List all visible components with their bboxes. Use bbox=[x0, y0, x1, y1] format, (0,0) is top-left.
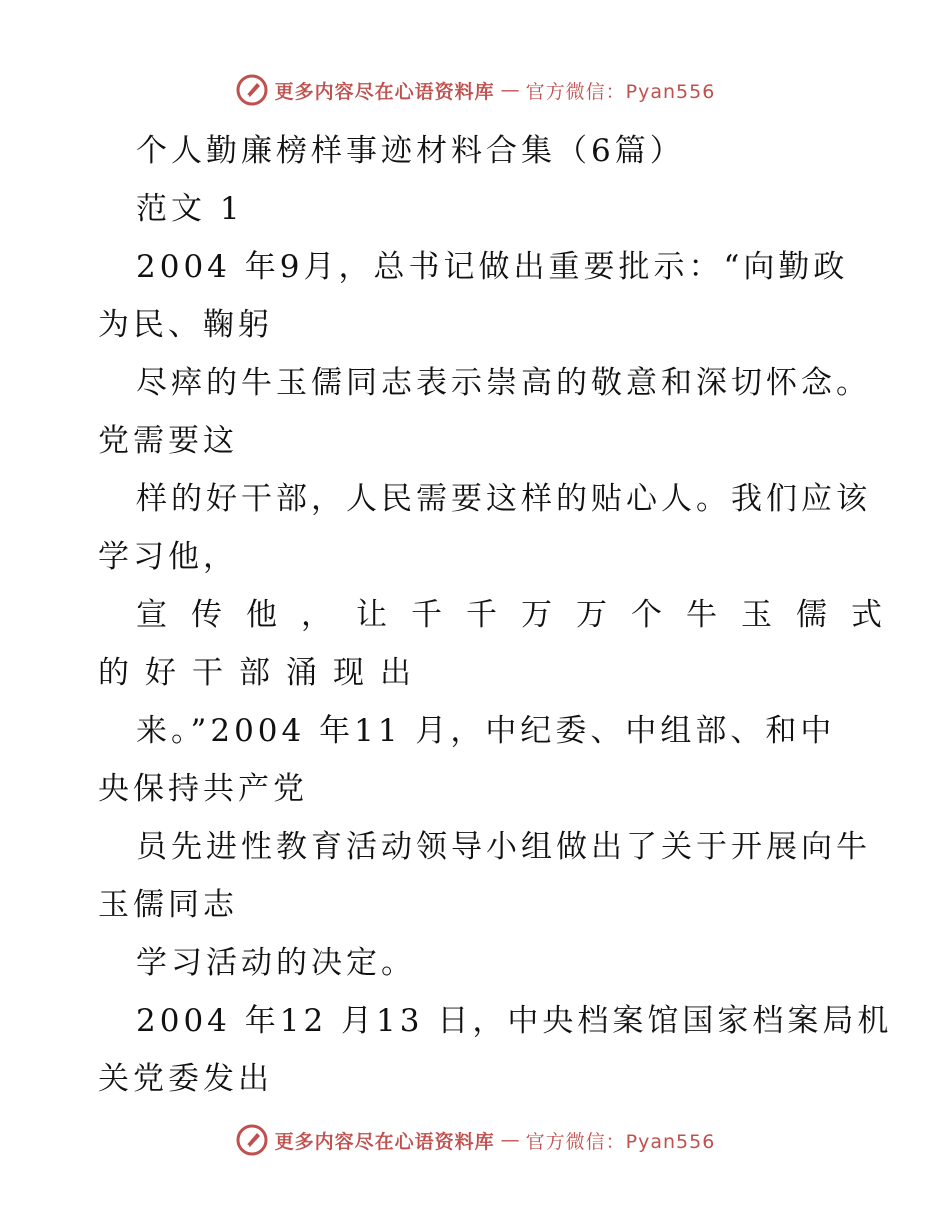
header-wechat-text: 官方微信：Pyan556 bbox=[525, 80, 716, 103]
text-line: 来。”2004 年11 月，中纪委、中组部、和中 bbox=[136, 713, 836, 749]
header-banner bbox=[0, 70, 950, 110]
text-line: 为民、鞠躬 bbox=[98, 307, 273, 343]
text-line: 样的好干部，人民需要这样的贴心人。我们应该 bbox=[136, 481, 871, 517]
text-line: 学习活动的决定。 bbox=[136, 945, 416, 981]
header-promo-text: 更多内容尽在心语资料库 bbox=[274, 80, 495, 103]
footer-banner bbox=[0, 1120, 950, 1160]
text-line: 央保持共产党 bbox=[98, 771, 308, 807]
pen-nib-logo-icon bbox=[235, 73, 269, 107]
pen-nib-logo-icon bbox=[235, 1123, 269, 1157]
text-line: 学习他， bbox=[98, 539, 238, 575]
text-line: 玉儒同志 bbox=[98, 887, 238, 923]
document-title: 个人勤廉榜样事迹材料合集（6篇） bbox=[136, 133, 685, 169]
text-line: 员先进性教育活动领导小组做出了关于开展向牛 bbox=[136, 829, 871, 865]
footer-wechat-text: 官方微信：Pyan556 bbox=[525, 1130, 716, 1153]
text-line: 2004 年9月，总书记做出重要批示：“向勤政 bbox=[136, 249, 849, 285]
footer-promo-text: 更多内容尽在心语资料库 bbox=[274, 1130, 495, 1153]
header-separator: — bbox=[500, 79, 520, 101]
text-line: 尽瘁的牛玉儒同志表示崇高的敬意和深切怀念。 bbox=[136, 365, 871, 401]
document-body bbox=[98, 122, 906, 1108]
section-heading: 范文 1 bbox=[136, 191, 244, 227]
text-line: 2004 年12 月13 日，中央档案馆国家档案局机 bbox=[136, 1003, 893, 1039]
text-line: 关党委发出 bbox=[98, 1061, 273, 1097]
text-line: 的好干部涌现出 bbox=[98, 655, 427, 691]
text-line: 党需要这 bbox=[98, 423, 238, 459]
text-line: 宣传他，让千千万万个牛玉儒式 bbox=[136, 597, 906, 633]
footer-separator: — bbox=[500, 1129, 520, 1151]
